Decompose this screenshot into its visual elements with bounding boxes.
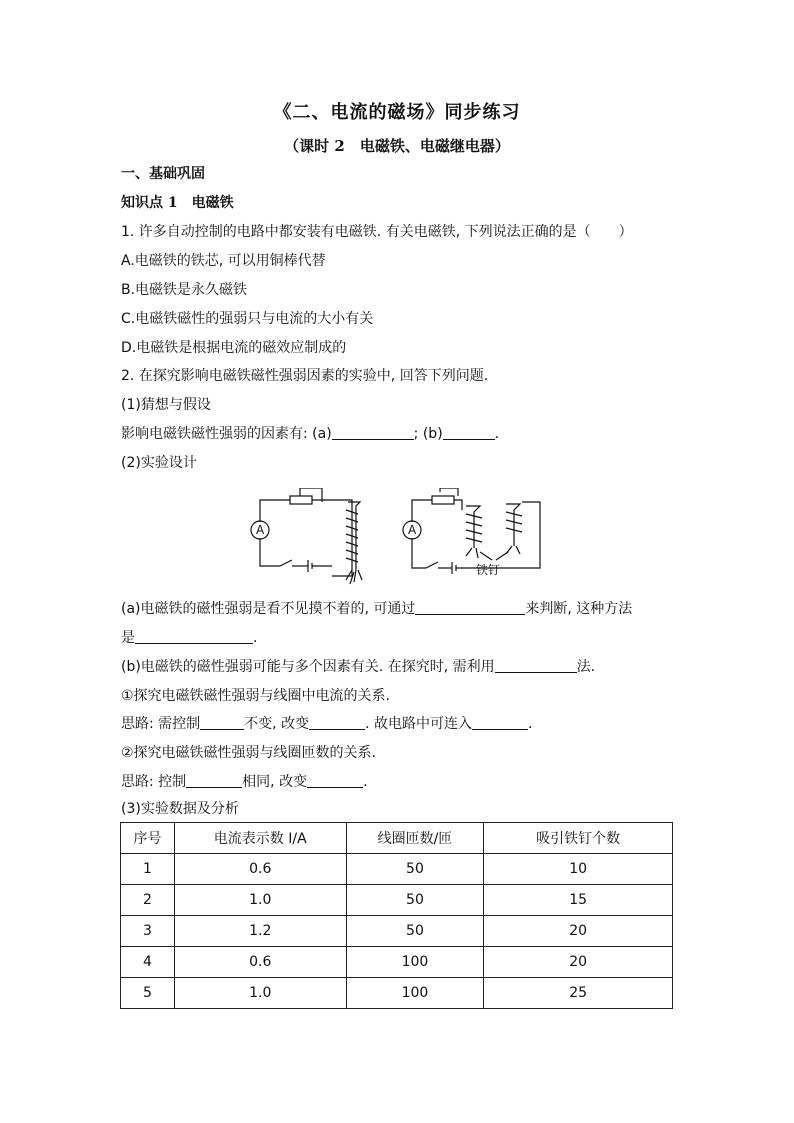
q2-a-text-3: 是 (121, 630, 135, 646)
q2-c1-heading: ①探究电磁铁磁性强弱与线圈中电流的关系. (121, 688, 390, 704)
table-cell: 2 (121, 885, 175, 916)
table-row (121, 885, 673, 916)
switch-icon (280, 560, 292, 566)
col-header-index: 序号 (121, 823, 175, 854)
q1-option-c: C.电磁铁磁性的强弱只与电流的大小有关 (121, 311, 374, 327)
answer-blank[interactable] (186, 773, 242, 788)
q2-part1-text-b: ; (b) (413, 426, 443, 442)
col-header-nails: 吸引铁钉个数 (484, 823, 673, 854)
table-row (121, 947, 673, 978)
question-1-stem: 1. 许多自动控制的电路中都安装有电磁铁. 有关电磁铁, 下列说法正确的是（ ） (121, 224, 633, 240)
q2-part2-heading: (2)实验设计 (121, 455, 197, 471)
table-cell: 0.6 (174, 854, 346, 885)
q1-option-d: D.电磁铁是根据电流的磁效应制成的 (121, 340, 347, 356)
table-cell: 100 (346, 978, 484, 1009)
answer-blank[interactable] (135, 629, 253, 644)
table-cell: 1.0 (174, 885, 346, 916)
table-row (121, 978, 673, 1009)
q2-c1-text-1: 思路: 需控制 (121, 716, 201, 732)
answer-blank[interactable] (415, 600, 525, 615)
q2-part1-text-end: . (494, 426, 500, 442)
q2-a-text-1: (a)电磁铁的磁性强弱是看不见摸不着的, 可通过 (121, 601, 416, 617)
table-cell: 50 (346, 885, 484, 916)
answer-blank[interactable] (200, 715, 244, 730)
table-header-row (121, 823, 673, 854)
q2-part1-heading: (1)猜想与假设 (121, 397, 211, 413)
table-cell: 3 (121, 916, 175, 947)
q2-b-text-2: 法. (576, 659, 596, 675)
table-cell: 0.6 (174, 947, 346, 978)
q2-part3-heading: (3)实验数据及分析 (121, 801, 239, 817)
table-cell: 1 (121, 854, 175, 885)
q2-c2-text-1: 思路: 控制 (121, 774, 187, 790)
answer-blank[interactable] (307, 773, 363, 788)
table-cell: 20 (484, 947, 673, 978)
table-cell: 1.0 (174, 978, 346, 1009)
table-cell: 1.2 (174, 916, 346, 947)
q2-c2-text-2: 相同, 改变 (242, 774, 308, 790)
q2-c1-text-2: 不变, 改变 (244, 716, 310, 732)
page-subtitle: （课时 2 电磁铁、电磁继电器） (284, 137, 510, 155)
table-cell: 50 (346, 854, 484, 885)
q2-c1-text-3: . 故电路中可连入 (365, 716, 472, 732)
q2-b-text-1: (b)电磁铁的磁性强弱可能与多个因素有关. 在探究时, 需利用 (121, 659, 495, 675)
page-title: 《二、电流的磁场》同步练习 (273, 102, 521, 123)
q2-a-line2 (121, 627, 257, 647)
q2-a-text-2: 来判断, 这种方法 (525, 601, 633, 617)
q2-c1-idea (121, 713, 532, 733)
rheostat-icon (290, 496, 312, 504)
table-cell: 50 (346, 916, 484, 947)
q2-a-text-4: . (253, 630, 258, 646)
circuit-figure (240, 488, 550, 588)
q2-c2-idea (121, 771, 368, 791)
q2-c1-text-4: . (527, 716, 533, 732)
coil-icon-2 (506, 504, 522, 554)
q2-a-line1 (121, 598, 632, 618)
answer-blank[interactable] (332, 425, 414, 440)
q2-part1-text-a: 影响电磁铁磁性强弱的因素有: (a) (121, 426, 332, 442)
knowledge-point-heading: 知识点 1 电磁铁 (121, 195, 234, 211)
table-row (121, 854, 673, 885)
q1-option-a: A.电磁铁的铁芯, 可以用铜棒代替 (121, 253, 326, 269)
table-row (121, 916, 673, 947)
coil-icon-1 (466, 506, 482, 558)
q2-c2-heading: ②探究电磁铁磁性强弱与线圈匝数的关系. (121, 745, 376, 761)
right-circuit (412, 488, 540, 574)
q1-option-b: B.电磁铁是永久磁铁 (121, 282, 248, 298)
col-header-turns: 线圈匝数/匝 (346, 823, 484, 854)
table-cell: 25 (484, 978, 673, 1009)
q2-part1-line (121, 423, 499, 443)
q2-c2-text-3: . (363, 774, 368, 790)
q2-b-line (121, 656, 595, 676)
nail-label: 铁钉 (476, 563, 501, 577)
experiment-data-table (120, 822, 673, 1009)
table-cell: 5 (121, 978, 175, 1009)
table-cell: 4 (121, 947, 175, 978)
answer-blank[interactable] (495, 658, 577, 673)
table-cell: 20 (484, 916, 673, 947)
ammeter-label-left: A (256, 523, 265, 537)
rheostat-icon (432, 496, 454, 504)
table-cell: 10 (484, 854, 673, 885)
answer-blank[interactable] (443, 425, 495, 440)
answer-blank[interactable] (309, 715, 365, 730)
left-circuit (260, 488, 362, 584)
section-heading: 一、基础巩固 (121, 166, 205, 182)
ammeter-label-right: A (408, 523, 417, 537)
table-cell: 15 (484, 885, 673, 916)
answer-blank[interactable] (472, 715, 528, 730)
switch-icon (426, 562, 438, 568)
question-2-stem: 2. 在探究影响电磁铁磁性强弱因素的实验中, 回答下列问题. (121, 368, 489, 384)
col-header-current: 电流表示数 I/A (174, 823, 346, 854)
table-cell: 100 (346, 947, 484, 978)
coil-icon (346, 502, 362, 584)
